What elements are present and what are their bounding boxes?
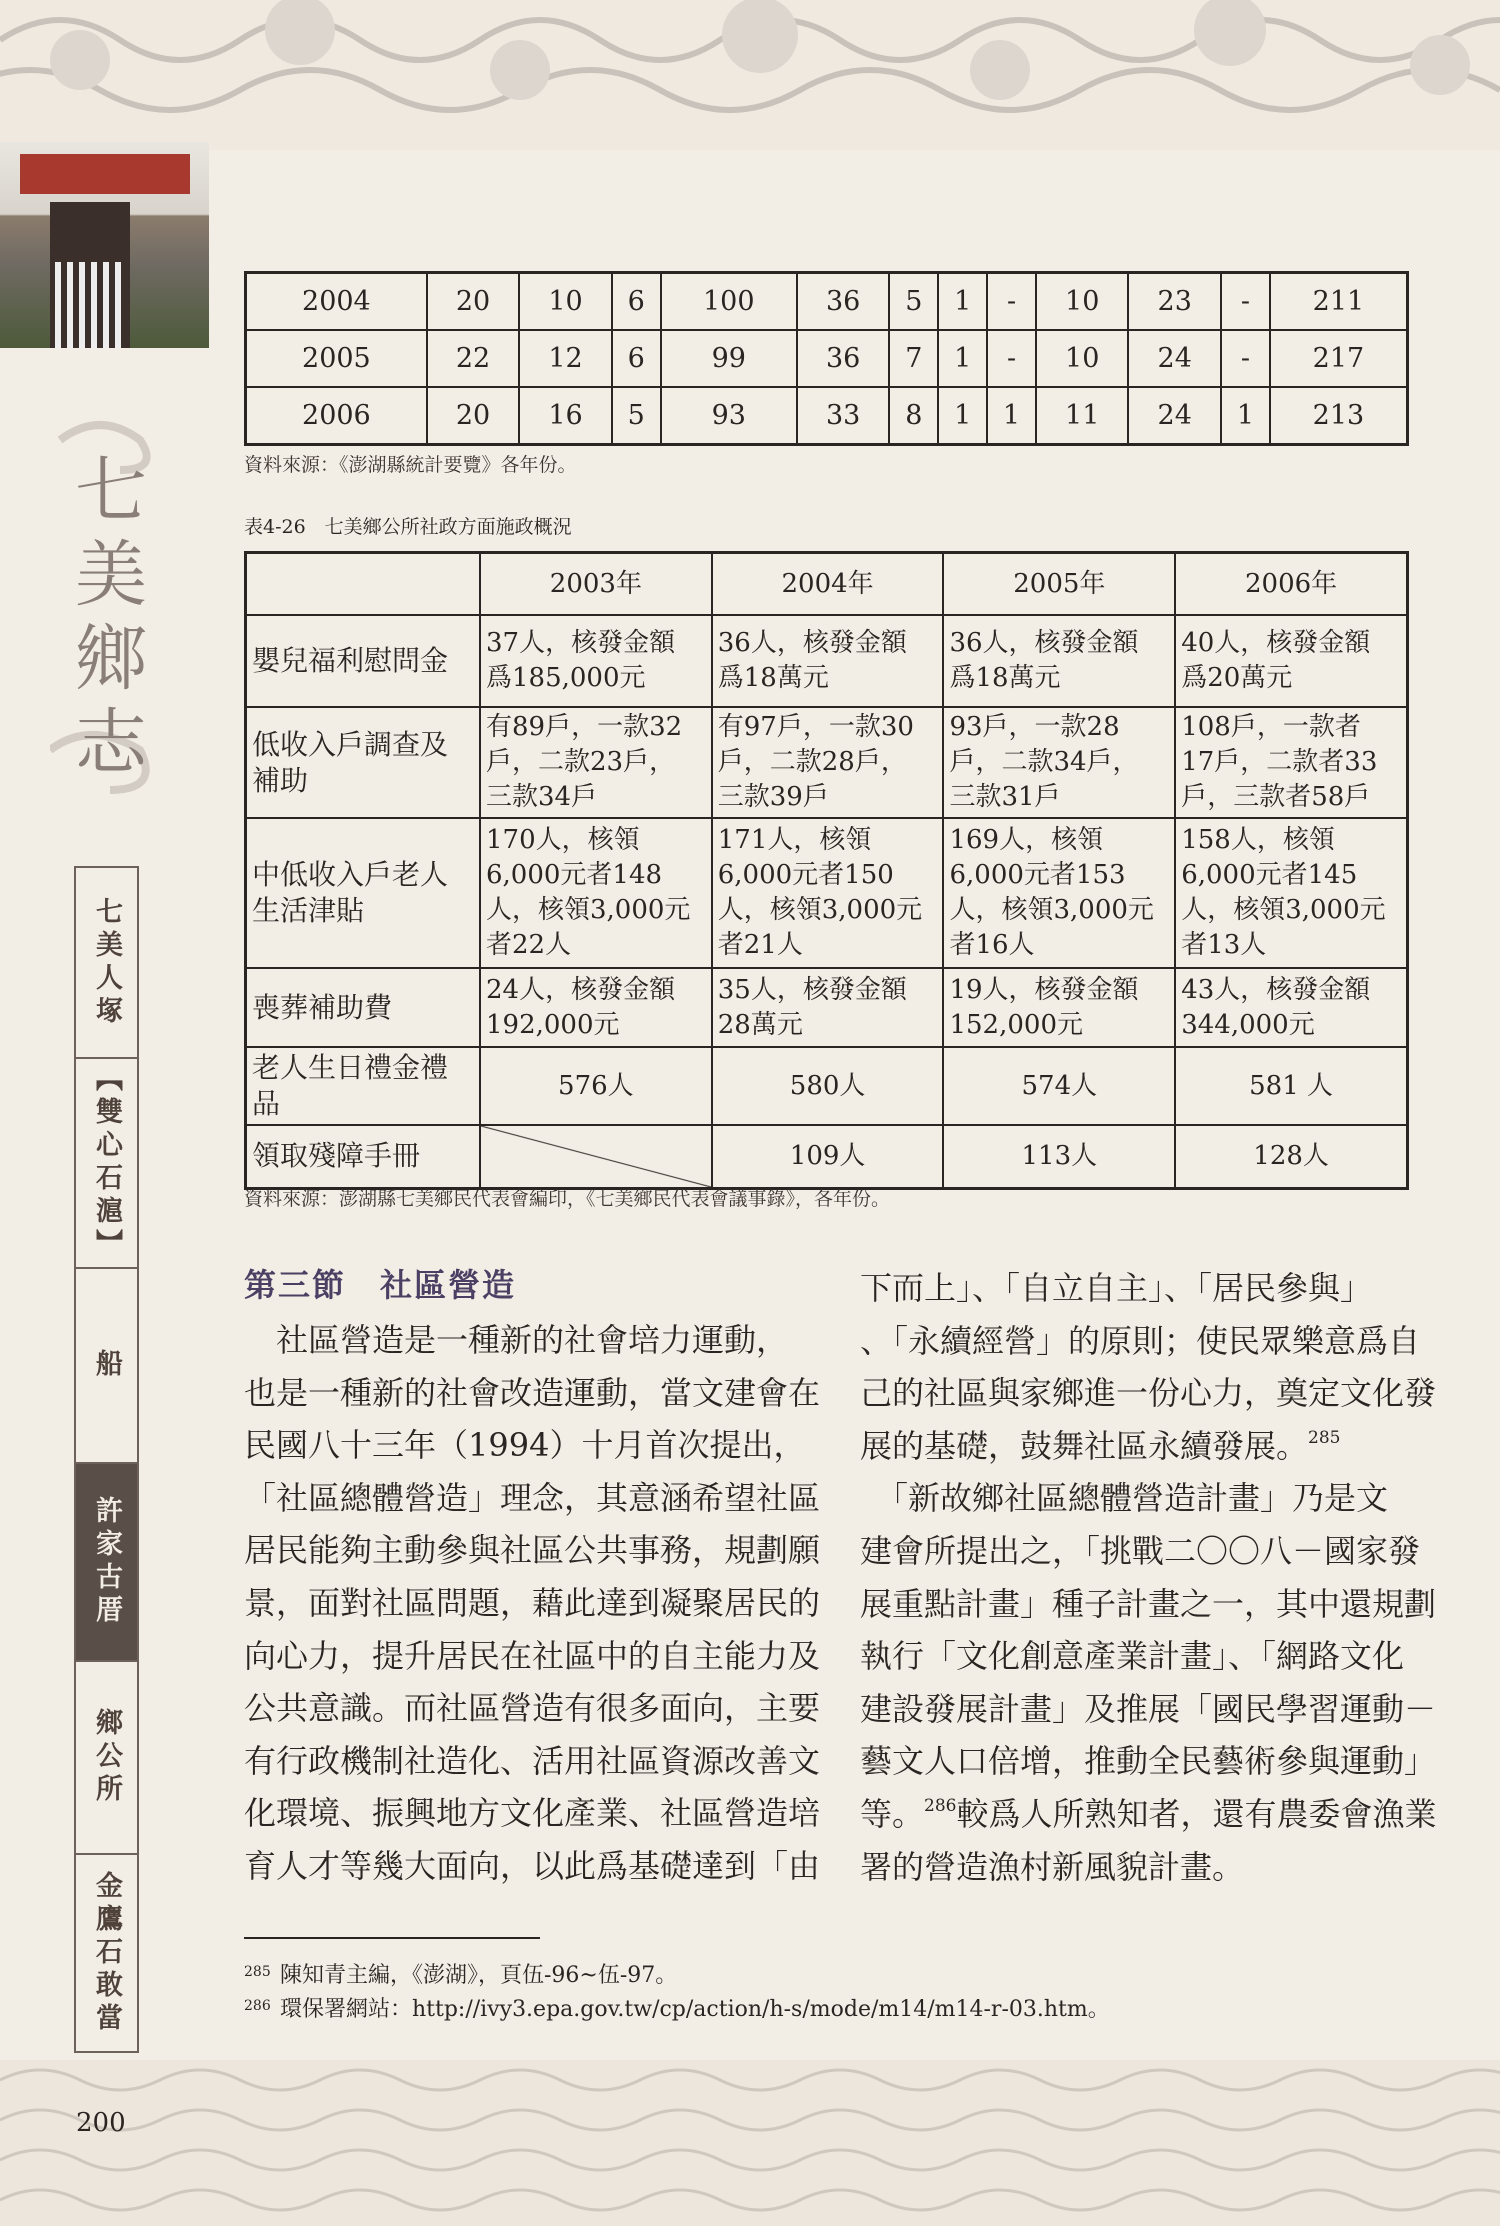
row-label-line: 領取殘障手冊 [252, 1139, 421, 1173]
table-cell: 12 [519, 330, 612, 387]
table-cell [480, 968, 712, 1047]
table1-source: 資料來源：《澎湖縣統計要覽》各年份。 [244, 454, 577, 476]
text-line [244, 1367, 821, 1420]
table-cell: - [1221, 330, 1270, 387]
text-segment: 育人才等幾大面向，以此爲基礎達到「由 [244, 1846, 821, 1885]
table-cell [712, 968, 944, 1047]
table-cell: 1 [938, 330, 987, 387]
table-cell [1175, 1047, 1407, 1125]
table-row [246, 1125, 1408, 1188]
footnote-286: 286 環保署網站：http://ivy3.epa.gov.tw/cp/action/h-s/mode/m14/m14-r-03.htm。 [244, 1997, 1110, 2022]
text-segment: 也是一種新的社會改造運動，當文建會在 [244, 1373, 821, 1412]
cell-line: 158人，核領 [1181, 825, 1335, 855]
text-segment: 向心力，提升居民在社區中的自主能力及 [244, 1636, 821, 1675]
table-cell: - [987, 330, 1036, 387]
cell-line: 有89戶，一款32 [486, 712, 683, 742]
table-cell [1175, 818, 1407, 968]
footnote-reference: 285 [1308, 1427, 1341, 1448]
text-line [244, 1577, 821, 1630]
cloud-decoration-top [0, 0, 1500, 150]
text-line [860, 1525, 1421, 1578]
table-cell [480, 615, 712, 707]
cell-line: 580人 [789, 1070, 866, 1101]
table-cell: 10 [1036, 330, 1129, 387]
table-cell: 20 [427, 387, 520, 445]
text-segment: 執行「文化創意產業計畫」、「網路文化 [860, 1637, 1405, 1676]
table-row [246, 615, 1408, 707]
cell-line: 有97戶，一款30 [717, 712, 914, 742]
sidebar-item-township-office[interactable]: 鄉公所 [76, 1662, 137, 1855]
statistics-table-continued [244, 271, 1409, 446]
text-line [244, 1314, 789, 1367]
cell-line: 三款34戶 [486, 782, 598, 812]
cell-line: 40人，核發金額 [1181, 628, 1371, 658]
row-label [246, 968, 481, 1047]
cell-line: 171人，核領 [717, 825, 872, 855]
table2-caption: 表4-26 七美鄉公所社政方面施政概況 [244, 516, 572, 538]
cell-line: 爲18萬元 [949, 663, 1061, 693]
cell-line: 三款39戶 [717, 782, 829, 812]
table-cell: 2004 [246, 273, 427, 331]
body-column-right [860, 1262, 1437, 1893]
cell-line: 576人 [558, 1070, 634, 1101]
table-cell: 2005 [246, 330, 427, 387]
table-cell: - [1221, 273, 1270, 331]
footnote-285: 285 陳知青主編，《澎湖》，頁伍-96~伍-97。 [244, 1963, 678, 1988]
table-cell: 211 [1270, 273, 1408, 331]
table-cell [1175, 968, 1407, 1047]
cell-line: 三款31戶 [949, 782, 1061, 812]
text-line [244, 1735, 821, 1788]
cell-line: 169人，核領 [949, 825, 1104, 855]
cell-line: 24人，核發金額 [486, 974, 676, 1005]
table-cell: 1 [938, 387, 987, 445]
table-header-row [246, 553, 1408, 616]
table-cell [943, 1047, 1175, 1125]
cell-line: 人，核領3,000元 [717, 895, 923, 925]
cell-line: 者22人 [486, 930, 572, 960]
table-cell [712, 707, 944, 818]
table-cell: 23 [1128, 273, 1221, 331]
cell-line: 93戶，一款28 [949, 712, 1120, 742]
column-header: 2004年 [712, 553, 944, 616]
table-cell: 6 [612, 273, 661, 331]
column-header: 2006年 [1175, 553, 1407, 616]
table-cell: 10 [519, 273, 612, 331]
text-segment: 公共意識。而社區營造有很多面向，主要 [244, 1689, 821, 1728]
table-row [246, 273, 1408, 331]
row-label-line: 嬰兒福利慰問金 [252, 644, 449, 677]
page-number: 200 [76, 2108, 126, 2138]
row-label [246, 1125, 481, 1188]
sidebar-item-hsu-house[interactable]: 許家古厝 [76, 1464, 137, 1662]
cell-line: 6,000元者150 [717, 860, 894, 890]
cell-line: 者16人 [949, 930, 1035, 960]
table-cell: 1 [938, 273, 987, 331]
text-segment: 署的營造漁村新風貌計畫。 [860, 1847, 1245, 1886]
row-label-line: 喪葬補助費 [252, 990, 393, 1024]
text-line [860, 1788, 1437, 1841]
row-label-line: 老人生日禮金禮 [252, 1051, 449, 1084]
table-cell: 11 [1036, 387, 1129, 445]
table-cell: 1 [987, 387, 1036, 445]
footnote-divider [244, 1937, 540, 1939]
cell-line: 28萬元 [717, 1009, 803, 1040]
text-line [860, 1578, 1437, 1631]
row-label [246, 1047, 481, 1125]
row-label-line: 生活津貼 [252, 894, 365, 927]
table-cell: 213 [1270, 387, 1408, 445]
text-line [244, 1472, 821, 1525]
cell-line: 人，核領3,000元 [486, 895, 691, 925]
cell-line: 113人 [1021, 1140, 1098, 1171]
table-cell: 16 [519, 387, 612, 445]
row-label [246, 818, 481, 968]
text-segment: 「新故鄉社區總體營造計畫」乃是文 [860, 1479, 1389, 1518]
text-line [244, 1787, 821, 1840]
table-cell [712, 615, 944, 707]
cell-line: 戶，二款34戶， [949, 747, 1139, 777]
text-line [860, 1315, 1421, 1368]
wave-decoration-bottom [0, 2060, 1500, 2226]
table-cell: 8 [889, 387, 938, 445]
text-segment: 己的社區與家鄉進一份心力，奠定文化發 [860, 1374, 1437, 1413]
text-segment: 建設發展計畫」及推展「國民學習運動－ [860, 1689, 1437, 1728]
text-line [860, 1472, 1410, 1525]
text-line [244, 1419, 806, 1472]
text-segment: 藝文人口倍增，推動全民藝術參與運動」 [860, 1742, 1437, 1781]
table-cell [943, 615, 1175, 707]
cell-line: 344,000元 [1181, 1009, 1315, 1040]
cell-line: 192,000元 [486, 1009, 620, 1040]
cell-line: 戶，二款23戶， [486, 747, 676, 777]
text-segment: 下而上」、「自立自主」、「居民參與」 [860, 1269, 1373, 1307]
cell-line: 581 人 [1249, 1070, 1334, 1101]
cell-line: 170人，核領 [486, 825, 640, 855]
sidebar-item-golden-eagle-stone[interactable]: 金鷹石敢當 [91, 1870, 122, 2036]
text-line [244, 1630, 821, 1683]
table-cell: 93 [661, 387, 797, 445]
section-heading: 第三節 社區營造 [244, 1266, 517, 1304]
sidebar-item-twin-heart-weir[interactable]: 【雙心石滬】 [76, 1059, 137, 1269]
table-cell: 100 [661, 273, 797, 331]
text-line [244, 1840, 821, 1893]
cell-line: 17戶，二款者33 [1181, 747, 1378, 777]
row-label-line: 品 [252, 1087, 281, 1120]
table-row [246, 707, 1408, 818]
text-line [860, 1735, 1437, 1788]
table-cell: 6 [612, 330, 661, 387]
cell-line: 19人，核發金額 [949, 974, 1139, 1005]
table-cell [480, 1047, 712, 1125]
table2-source: 資料來源：澎湖縣七美鄉民代表會編印，《七美鄉民代表會議事錄》，各年份。 [244, 1188, 891, 1210]
column-header: 2003年 [480, 553, 712, 616]
table-cell [1175, 1125, 1407, 1188]
row-label-line: 低收入戶調查及 [252, 727, 449, 761]
cell-line: 6,000元者145 [1181, 860, 1358, 890]
table-cell: 24 [1128, 330, 1221, 387]
cell-line: 6,000元者153 [949, 860, 1126, 890]
table-cell: 1 [1221, 387, 1270, 445]
table-cell [480, 818, 712, 968]
cell-line: 37人，核發金額 [486, 628, 676, 658]
text-segment: 較爲人所熟知者，還有農委會漁業 [956, 1794, 1437, 1833]
temple-photo [0, 142, 209, 348]
cell-line: 43人，核發金額 [1181, 974, 1371, 1005]
table-row [246, 968, 1408, 1047]
sidebar-item-qimei-tomb[interactable]: 七美人塚 [76, 868, 137, 1059]
cell-line: 爲20萬元 [1181, 663, 1293, 693]
text-segment: 展重點計畫」種子計畫之一，其中還規劃 [860, 1584, 1437, 1623]
row-label [246, 615, 481, 707]
text-line [860, 1262, 1410, 1315]
table-cell: 36 [797, 330, 890, 387]
text-segment: 景，面對社區問題，藉此達到凝聚居民的 [244, 1583, 821, 1622]
chapter-sidebar [74, 866, 139, 2053]
table-cell: 7 [889, 330, 938, 387]
table-cell: 33 [797, 387, 890, 445]
table-cell [1175, 707, 1407, 818]
text-segment: 居民能夠主動參與社區公共事務，規劃願 [244, 1531, 821, 1570]
text-line [860, 1841, 1410, 1894]
cell-line: 109人 [789, 1140, 866, 1171]
table-cell: 5 [612, 387, 661, 445]
text-segment: 有行政機制社造化、活用社區資源改善文 [244, 1741, 821, 1780]
table-cell: 5 [889, 273, 938, 331]
text-line [860, 1630, 1410, 1683]
text-segment: 民國八十三年（1994）十月首次提出， [244, 1426, 806, 1465]
column-header [246, 553, 481, 616]
cell-line: 6,000元者148 [486, 860, 663, 890]
text-line [860, 1683, 1437, 1736]
cell-line: 人，核領3,000元 [949, 895, 1154, 925]
text-line [860, 1367, 1437, 1420]
table-row [246, 387, 1408, 445]
footnote-reference: 286 [924, 1795, 957, 1816]
table-cell [480, 707, 712, 818]
table-cell: 217 [1270, 330, 1408, 387]
cell-line: 者21人 [717, 930, 803, 960]
text-segment: 、「永續經營」的原則；使民眾樂意爲自 [860, 1321, 1421, 1360]
cell-line: 152,000元 [949, 1009, 1083, 1040]
cell-line: 36人，核發金額 [949, 628, 1139, 658]
table-cell [1175, 615, 1407, 707]
table-cell: 20 [427, 273, 520, 331]
table-cell [943, 818, 1175, 968]
table-row [246, 1047, 1408, 1125]
text-segment: 化環境、振興地方文化產業、社區營造培 [244, 1794, 821, 1833]
cell-line: 108戶，一款者 [1181, 712, 1361, 742]
table-cell [943, 707, 1175, 818]
row-label [246, 707, 481, 818]
text-line [860, 1420, 1410, 1473]
table-cell: - [987, 273, 1036, 331]
table-cell [712, 1125, 944, 1188]
table-cell: 2006 [246, 387, 427, 445]
cell-line: 爲18萬元 [717, 663, 829, 693]
table-cell [943, 1125, 1175, 1188]
column-header: 2005年 [943, 553, 1175, 616]
text-segment: 社區營造是一種新的社會培力運動， [244, 1321, 789, 1359]
table-cell [712, 818, 944, 968]
text-segment: 展的基礎，鼓舞社區永續發展。 [860, 1426, 1309, 1465]
cell-line: 36人，核發金額 [717, 628, 907, 658]
table-cell: 99 [661, 330, 797, 387]
table-cell: 22 [427, 330, 520, 387]
cell-line: 爲185,000元 [486, 663, 646, 693]
cell-line: 128人 [1253, 1140, 1329, 1171]
text-segment: 等。 [860, 1794, 925, 1833]
table-row [246, 818, 1408, 968]
table-row [246, 330, 1408, 387]
text-line [244, 1682, 821, 1735]
text-segment: 「社區總體營造」理念，其意涵希望社區 [244, 1478, 821, 1517]
sidebar-item-boat[interactable]: 船 [76, 1269, 137, 1464]
cell-line: 戶，二款28戶， [717, 747, 907, 777]
social-affairs-table [244, 551, 1409, 1190]
cell-line: 者13人 [1181, 930, 1267, 960]
text-segment: 建會所提出之，「挑戰二〇〇八－國家發 [860, 1531, 1421, 1570]
empty-diagonal-cell [480, 1125, 712, 1188]
table-cell [943, 968, 1175, 1047]
cell-line: 35人，核發金額 [717, 974, 907, 1005]
book-title: 七美鄉志 [63, 452, 147, 788]
cell-line: 戶，三款者58戶 [1181, 782, 1371, 812]
table-cell: 36 [797, 273, 890, 331]
row-label-line: 中低收入戶老人 [252, 858, 449, 891]
table-cell: 24 [1128, 387, 1221, 445]
body-column-left [244, 1314, 821, 1893]
cell-line: 574人 [1021, 1070, 1098, 1101]
table-cell: 10 [1036, 273, 1129, 331]
table-cell [712, 1047, 944, 1125]
cell-line: 人，核領3,000元 [1181, 895, 1386, 925]
text-line [244, 1524, 821, 1577]
row-label-line: 補助 [252, 763, 309, 797]
